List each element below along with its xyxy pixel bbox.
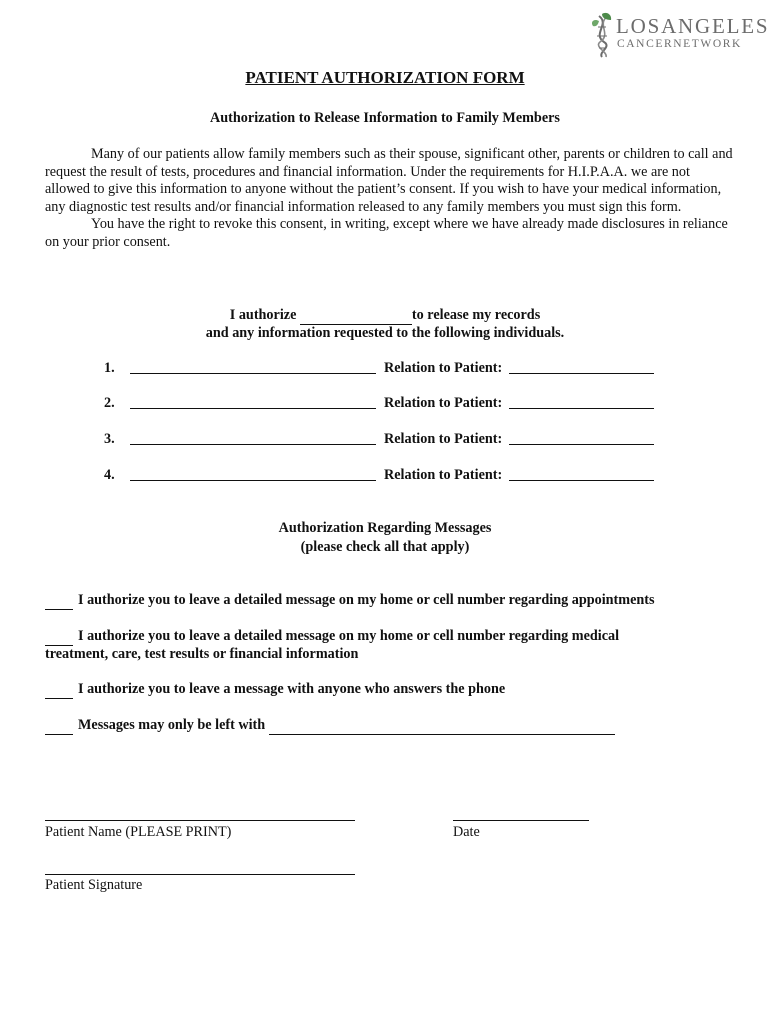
family-member-name-field[interactable] [130, 480, 376, 481]
form-title: PATIENT AUTHORIZATION FORM [245, 68, 525, 87]
intro-text [45, 146, 735, 252]
relation-field[interactable] [509, 480, 654, 481]
option-label: I authorize you to leave a message with anyone who answers the phone [78, 681, 506, 697]
logo-wordmark-line2: CANCERNETWORK [617, 38, 742, 50]
row-number: 4. [104, 467, 115, 483]
option-label: I authorize you to leave a detailed message on my home or cell number regarding appointments [78, 592, 655, 608]
message-option-appointments [45, 592, 735, 610]
row-number: 2. [104, 395, 115, 411]
organization-logo [590, 12, 770, 58]
family-member-row [104, 395, 704, 415]
family-member-row [104, 431, 704, 451]
logo-wordmark-line1: LOSANGELES [616, 14, 770, 38]
family-member-row [104, 467, 704, 487]
authorize-line-2: and any information requested to the following individuals. [205, 325, 565, 341]
checkbox-blank[interactable] [45, 720, 73, 735]
message-option-only-with [45, 717, 735, 735]
row-number: 1. [104, 360, 115, 376]
authorize-suffix: to release my records [411, 307, 541, 323]
messages-heading: Authorization Regarding Messages [278, 520, 492, 536]
relation-label: Relation to Patient: [384, 395, 503, 411]
authorize-statement [0, 307, 770, 325]
family-member-name-field[interactable] [130, 373, 376, 374]
date-field[interactable] [453, 820, 589, 821]
option-label: I authorize you to leave a detailed message on my home or cell number regarding medical treatment, care, test results or financial information [45, 628, 620, 662]
row-number: 3. [104, 431, 115, 447]
relation-field[interactable] [509, 408, 654, 409]
relation-label: Relation to Patient: [384, 467, 503, 483]
patient-signature-label: Patient Signature [45, 877, 143, 893]
option-label: Messages may only be left with [78, 717, 266, 733]
date-label: Date [453, 824, 480, 840]
checkbox-blank[interactable] [45, 631, 73, 646]
intro-paragraph-2: You have the right to revoke this consent, in writing, except where we have already made disclosures in reliance on your prior consent. [45, 216, 728, 250]
relation-label: Relation to Patient: [384, 360, 503, 376]
patient-signature-field[interactable] [45, 874, 355, 875]
authorize-prefix: I authorize [229, 307, 297, 323]
checkbox-blank[interactable] [45, 684, 73, 699]
family-member-name-field[interactable] [130, 444, 376, 445]
messages-subheading: (please check all that apply) [300, 539, 470, 555]
intro-paragraph-1: Many of our patients allow family members such as their spouse, significant other, parents or children to call and request the result of tests, procedures and financial information. Under the requirements for H.I.P.A.A. we are not allowed to give this information to anyone without the patient’s consent. If you wish to have your medical information, any diagnostic test results and/or financial information released to any family members you must sign this form. [45, 146, 733, 215]
message-option-medical [45, 628, 685, 663]
family-member-name-field[interactable] [130, 408, 376, 409]
dna-helix-leaf-icon [590, 12, 618, 58]
provider-name-field[interactable] [300, 310, 412, 325]
relation-label: Relation to Patient: [384, 431, 503, 447]
family-member-row [104, 360, 704, 380]
form-subtitle: Authorization to Release Information to Family Members [210, 110, 560, 126]
relation-field[interactable] [509, 373, 654, 374]
messages-recipient-field[interactable] [269, 720, 615, 735]
checkbox-blank[interactable] [45, 595, 73, 610]
patient-name-field[interactable] [45, 820, 355, 821]
relation-field[interactable] [509, 444, 654, 445]
message-option-anyone [45, 681, 735, 699]
patient-name-label: Patient Name (PLEASE PRINT) [45, 824, 232, 840]
